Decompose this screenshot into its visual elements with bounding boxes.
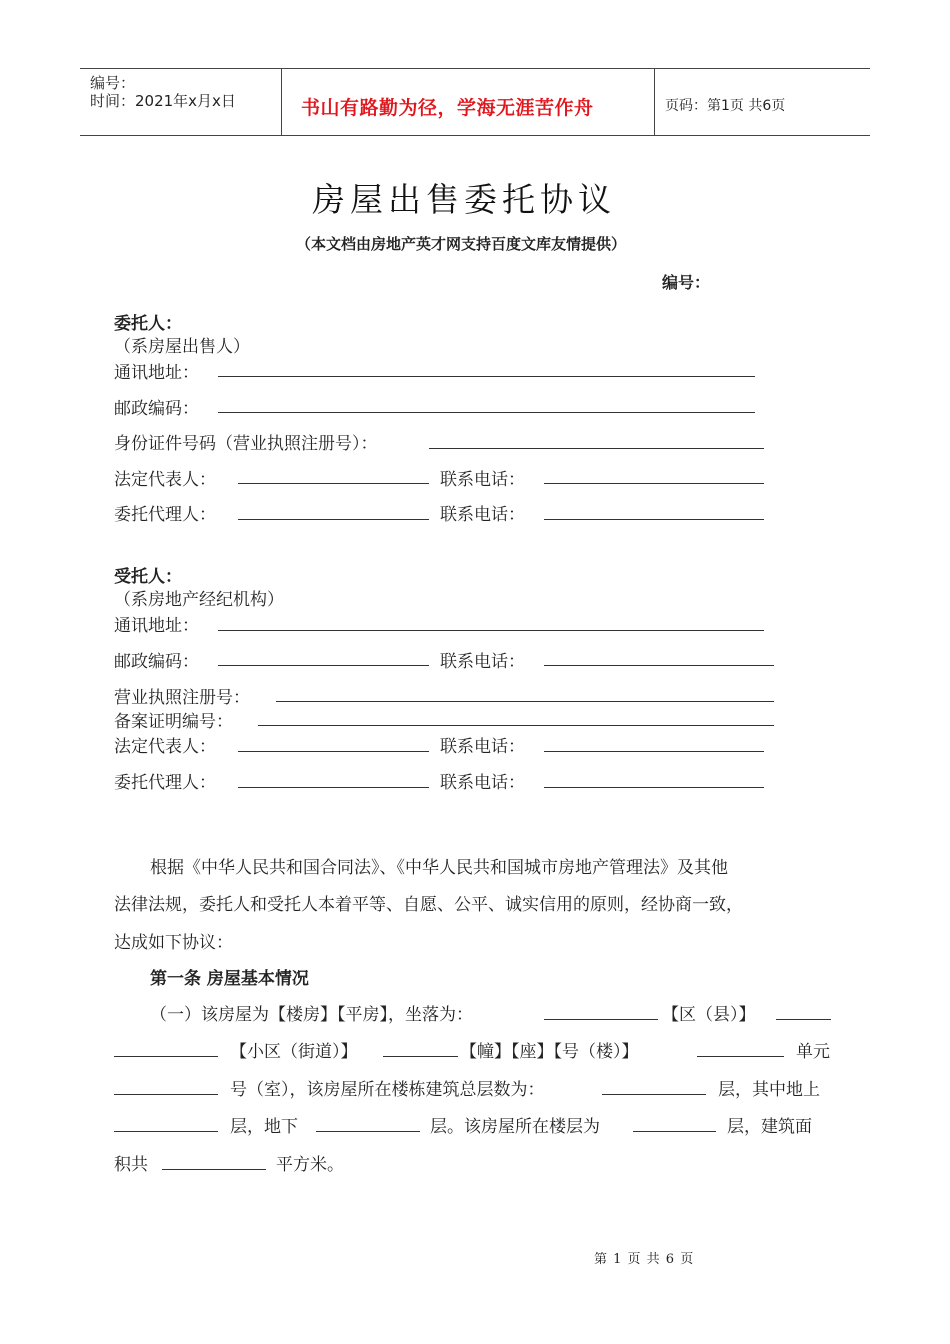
agent-record-label: 备案证明编号： xyxy=(114,712,233,732)
header-table xyxy=(80,68,870,136)
principal-role: （系房屋出售人） xyxy=(114,337,250,357)
principal-id-field[interactable] xyxy=(429,448,764,449)
agent-license-label: 营业执照注册号： xyxy=(114,688,250,708)
article-1-line-1b: 【区（县）】 xyxy=(662,1005,756,1025)
principal-agent-phone-label: 联系电话： xyxy=(440,505,525,525)
header-divider xyxy=(654,69,655,135)
article-1-line-2b: 【幢】【座】【号（楼）】 xyxy=(460,1042,639,1062)
building-field[interactable] xyxy=(697,1056,784,1057)
community-field[interactable] xyxy=(383,1056,458,1057)
article-1-line-3b: 层，其中地上 xyxy=(718,1080,820,1100)
underground-floors-field[interactable] xyxy=(316,1131,420,1132)
agent-legal-rep-field[interactable] xyxy=(238,751,429,752)
article-1-line-4b: 层。该房屋所在楼层为 xyxy=(430,1117,600,1137)
article-1-line-2c: 单元 xyxy=(796,1042,830,1062)
principal-legal-rep-field[interactable] xyxy=(238,483,429,484)
intro-line-3: 达成如下协议： xyxy=(114,933,233,953)
district-field-cont[interactable] xyxy=(114,1056,218,1057)
page-subtitle: （本文档由房地产英才网支持百度文库友情提供） xyxy=(296,235,627,253)
principal-address-label: 通讯地址： xyxy=(114,363,199,383)
principal-id-label: 身份证件号码（营业执照注册号）： xyxy=(114,434,378,454)
agreement-number-label: 编号： xyxy=(662,273,711,292)
article-1-line-2a: 【小区（街道）】 xyxy=(230,1042,358,1062)
page-title: 房屋出售委托协议 xyxy=(312,180,616,219)
principal-legal-rep-label: 法定代表人： xyxy=(114,470,216,490)
agent-record-field[interactable] xyxy=(258,725,774,726)
agent-license-field[interactable] xyxy=(276,701,774,702)
agent-heading: 受托人： xyxy=(114,567,182,587)
principal-phone-label: 联系电话： xyxy=(440,470,525,490)
article-1-line-4a: 层，地下 xyxy=(230,1117,298,1137)
agent-legal-rep-phone-label: 联系电话： xyxy=(440,737,525,757)
header-divider xyxy=(281,69,282,135)
article-1-line-1a: （一）该房屋为【楼房】【平房】，坐落为： xyxy=(150,1005,473,1025)
agent-address-label: 通讯地址： xyxy=(114,616,199,636)
agent-address-field[interactable] xyxy=(218,630,764,631)
agent-role: （系房地产经纪机构） xyxy=(114,590,284,610)
principal-phone-field[interactable] xyxy=(544,483,764,484)
principal-agent-label: 委托代理人： xyxy=(114,505,216,525)
agent-legal-rep-phone-field[interactable] xyxy=(544,751,764,752)
unit-field[interactable] xyxy=(114,1094,218,1095)
agent-postcode-label: 邮政编码： xyxy=(114,652,199,672)
principal-postcode-label: 邮政编码： xyxy=(114,399,199,419)
header-motto: 书山有路勤为径，学海无涯苦作舟 xyxy=(301,97,594,119)
article-1-line-4c: 层，建筑面 xyxy=(727,1117,812,1137)
intro-line-2: 法律法规，委托人和受托人本着平等、自愿、公平、诚实信用的原则，经协商一致， xyxy=(114,895,743,915)
district-field[interactable] xyxy=(776,1019,831,1020)
intro-line-1: 根据《中华人民共和国合同法》、《中华人民共和国城市房地产管理法》及其他 xyxy=(150,858,728,878)
header-page-info: 页码：第1页 共6页 xyxy=(665,98,786,114)
date-label: 时间：2021年x月x日 xyxy=(90,92,236,110)
above-ground-floors-field[interactable] xyxy=(114,1131,218,1132)
agent-phone-field[interactable] xyxy=(544,665,774,666)
principal-postcode-field[interactable] xyxy=(218,412,755,413)
article-1-title: 第一条 房屋基本情况 xyxy=(150,969,309,989)
area-field[interactable] xyxy=(162,1169,266,1170)
agent-postcode-field[interactable] xyxy=(218,665,429,666)
agent-agent-phone-label: 联系电话： xyxy=(440,773,525,793)
page-footer: 第 1 页 共 6 页 xyxy=(594,1252,695,1267)
article-1-line-5a: 积共 xyxy=(114,1155,148,1175)
agent-agent-field[interactable] xyxy=(238,787,429,788)
location-field[interactable] xyxy=(544,1019,658,1020)
principal-address-field[interactable] xyxy=(218,376,755,377)
doc-number-label: 编号： xyxy=(90,74,136,92)
floor-field[interactable] xyxy=(633,1131,716,1132)
agent-legal-rep-label: 法定代表人： xyxy=(114,737,216,757)
principal-agent-phone-field[interactable] xyxy=(544,519,764,520)
article-1-line-5b: 平方米。 xyxy=(276,1155,344,1175)
agent-agent-phone-field[interactable] xyxy=(544,787,764,788)
principal-heading: 委托人： xyxy=(114,314,182,334)
principal-agent-field[interactable] xyxy=(238,519,429,520)
article-1-line-3a: 号（室），该房屋所在楼栋建筑总层数为： xyxy=(230,1080,545,1100)
agent-agent-label: 委托代理人： xyxy=(114,773,216,793)
agent-phone-label: 联系电话： xyxy=(440,652,525,672)
total-floors-field[interactable] xyxy=(602,1094,706,1095)
